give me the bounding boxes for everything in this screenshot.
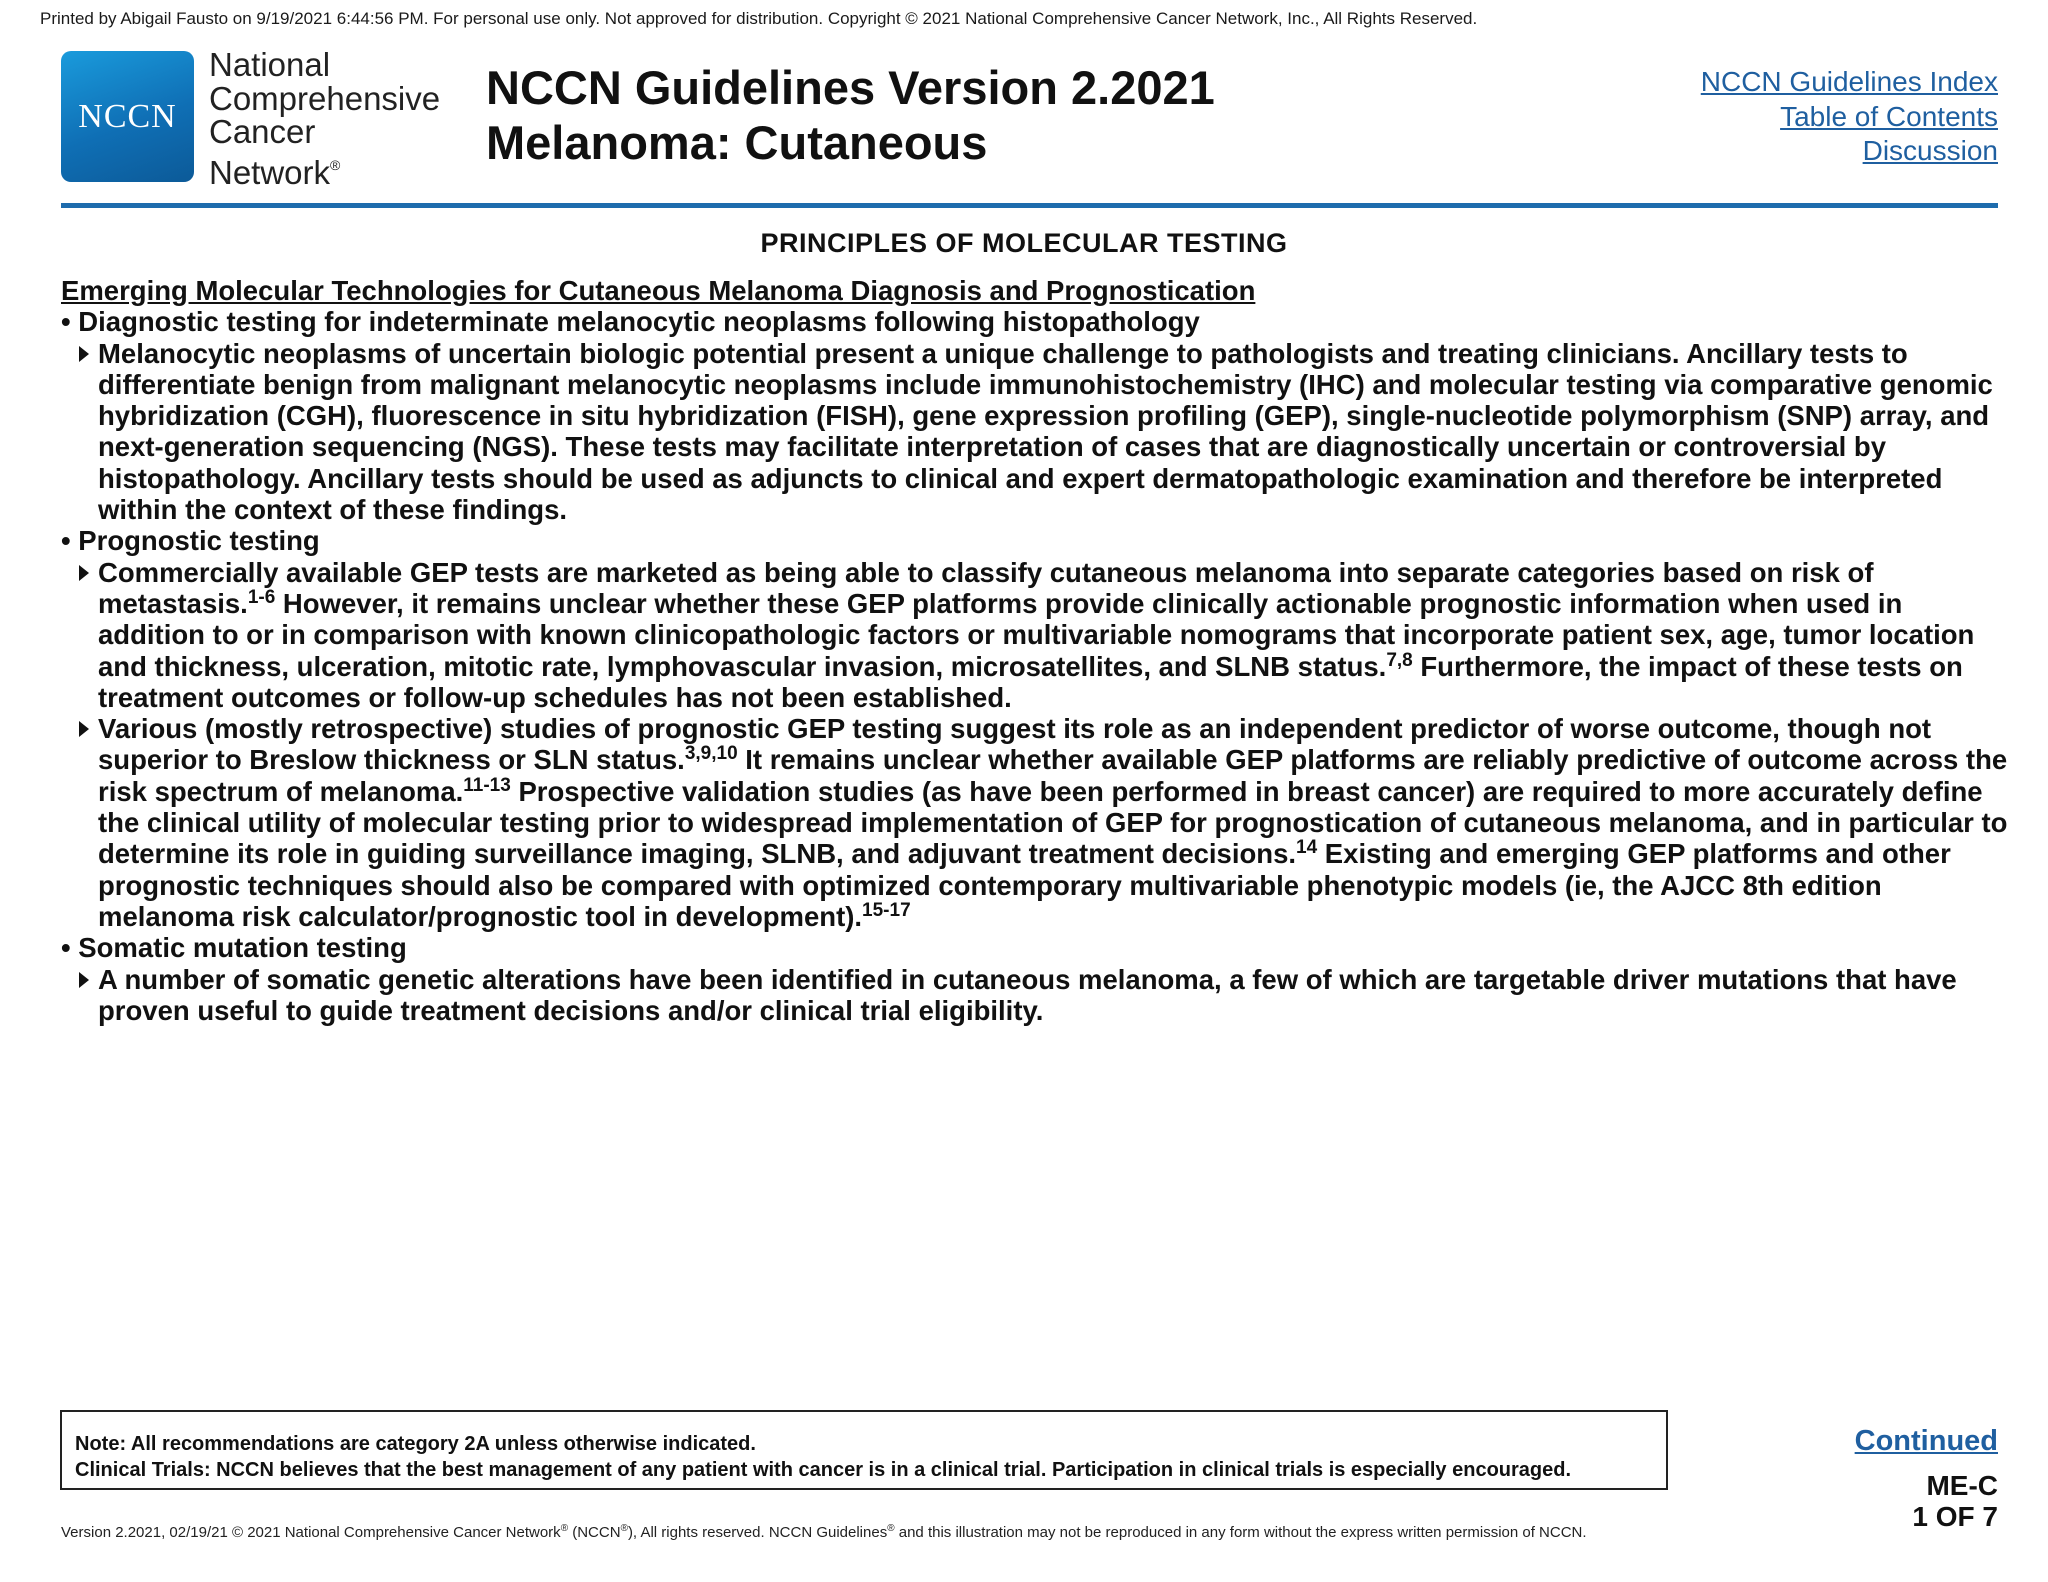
reference: 15-17	[862, 899, 911, 921]
logo-word: Comprehensive	[209, 79, 441, 117]
header-nav	[1701, 65, 1998, 169]
print-notice: Printed by Abigail Fausto on 9/19/2021 6:44:56 PM. For personal use only. Not approved for distribution. Copyright © 2021 National Comprehensive Cancer Network, Inc., All Rights Reserved.	[40, 9, 1478, 28]
reference: 3,9,10	[684, 743, 738, 765]
triangle-bullet-icon	[79, 721, 89, 737]
logo-word-last: Network®	[209, 153, 341, 191]
bullet-diagnostic: • Diagnostic testing for indeterminate melanocytic neoplasms following histopathology	[61, 306, 1200, 338]
title-topic: Melanoma: Cutaneous	[486, 116, 988, 169]
footer-copyright: Version 2.2021, 02/19/21 © 2021 National Comprehensive Cancer Network® (NCCN®), All rights reserved. NCCN Guidelines® and this illustration may not be reproduced in any form without the express written permission of NCCN.	[61, 1523, 1587, 1541]
triangle-bullet-icon	[79, 972, 89, 988]
note-clinical-trials: Clinical Trials: NCCN believes that the best management of any patient with cancer is in a clinical trial. Participation in clinical trials is especially encouraged.	[75, 1459, 1572, 1481]
continued-link[interactable]: Continued	[1854, 1425, 1998, 1457]
page-section-code: ME-C	[1926, 1470, 1998, 1501]
logo-wordmark	[209, 48, 440, 189]
reference: 14	[1296, 837, 1318, 859]
registered-mark: ®	[330, 156, 341, 173]
triangle-bullet-icon	[79, 565, 89, 581]
triangle-bullet-icon	[79, 346, 89, 362]
note-box	[60, 1410, 1668, 1490]
discussion-link[interactable]: Discussion	[1862, 135, 1998, 166]
reference: 7,8	[1386, 649, 1413, 671]
note-category: Note: All recommendations are category 2A unless otherwise indicated.	[75, 1433, 756, 1455]
bullet-prognostic: • Prognostic testing	[61, 525, 320, 557]
bullet-somatic: • Somatic mutation testing	[61, 932, 407, 964]
page-number: 1 OF 7	[1912, 1501, 1998, 1532]
guideline-title	[486, 60, 1215, 170]
sub-bullet-diagnostic: Melanocytic neoplasms of uncertain biologic potential present a unique challenge to pathologists and treating clinicians. Ancillary tests to differentiate benign from malignant melanocytic neoplasms include immunohistochemistry (IHC) and molecular testing via comparative genomic hybridization (CGH), fluorescence in situ hybridization (FISH), gene expression profiling (GEP), single-nucleotide polymorphism (SNP) array, and next-generation sequencing (NGS). These tests may facilitate interpretation of cases that are diagnostically uncertain or controversial by histopathology. Ancillary tests should be used as adjuncts to clinical and expert dermatopathologic examination and therefore be interpreted within the context of these findings.	[61, 338, 2011, 526]
sub-bullet-prognostic-2: Various (mostly retrospective) studies of prognostic GEP testing suggest its role as an independent predictor of worse outcome, though not superior to Breslow thickness or SLN status.$^{3,9,10}$ It remains unclear whether available GEP platforms are reliably predictive of outcome across the risk spectrum of melanoma.$^{11-13}$ Prospective validation studies (as have been performed in breast cancer) are required to more accurately define the clinical utility of molecular testing prior to widespread implementation of GEP for prognostication of cutaneous melanoma, and in particular to determine its role in guiding surveillance imaging, SLNB, and adjuvant treatment decisions.$^{14}$ Existing and emerging GEP platforms and other prognostic techniques should also be compared with optimized contemporary multivariable phenotypic models (ie, the AJCC 8th edition melanoma risk calculator/prognostic tool in development).$^{15-17}$	[61, 713, 2011, 932]
page-code	[1912, 1470, 1998, 1532]
logo-word: National	[209, 46, 331, 83]
nccn-logo	[61, 51, 194, 182]
table-of-contents-link[interactable]: Table of Contents	[1780, 100, 1998, 132]
title-version: NCCN Guidelines Version 2.2021	[486, 61, 1215, 114]
logo-word: Cancer	[209, 113, 316, 150]
reference: 1-6	[247, 586, 276, 608]
guidelines-index-link[interactable]: NCCN Guidelines Index	[1700, 66, 1998, 97]
sub-bullet-prognostic-1: Commercially available GEP tests are marketed as being able to classify cutaneous melanoma into separate categories based on risk of metastasis.$^{1-6}$ However, it remains unclear whether these GEP platforms provide clinically actionable prognostic information when used in addition to or in comparison with known clinicopathologic factors or multivariable nomograms that incorporate patient sex, age, tumor location and thickness, ulceration, mitotic rate, lymphovascular invasion, microsatellites, and SLNB status.$^{7,8}$ Furthermore, the impact of these tests on treatment outcomes or follow-up schedules has not been established.	[61, 557, 2011, 713]
logo-abbrev: NCCN	[78, 97, 177, 135]
section-title: Emerging Molecular Technologies for Cutaneous Melanoma Diagnosis and Prognostication	[61, 275, 1256, 306]
header-divider	[61, 203, 1998, 208]
sub-bullet-somatic: A number of somatic genetic alterations have been identified in cutaneous melanoma, a few of which are targetable driver mutations that have proven useful to guide treatment decisions and/or clinical trial eligibility.	[61, 964, 2011, 1027]
reference: 11-13	[463, 774, 511, 796]
main-content	[61, 275, 2011, 1026]
page-heading: PRINCIPLES OF MOLECULAR TESTING	[760, 228, 1288, 258]
